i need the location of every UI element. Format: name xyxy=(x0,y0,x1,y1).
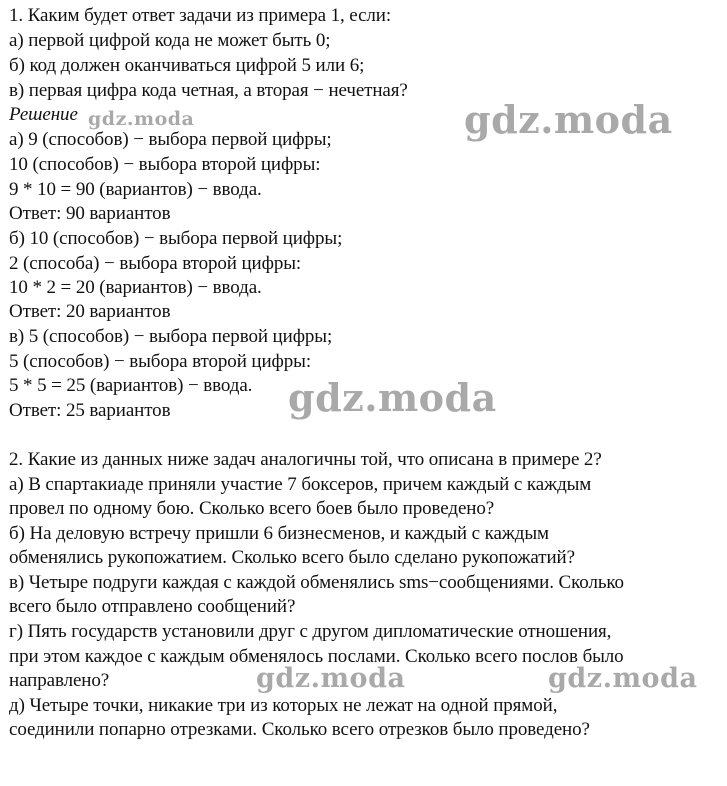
answer-result: Ответ: 25 вариантов xyxy=(9,400,171,421)
watermark: gdz.moda xyxy=(288,375,497,420)
task2-text-line: всего было отправлено сообщений? xyxy=(9,596,296,617)
task2-text-line: направлено? xyxy=(9,670,110,691)
task2-text-line: соединили попарно отрезками. Сколько всего отрезков было проведено? xyxy=(9,719,590,740)
answer-line: 9 * 10 = 90 (вариантов) − ввода. xyxy=(9,179,262,200)
task2-heading: 2. Какие из данных ниже задач аналогичны той, что описана в примере 2? xyxy=(9,449,602,470)
task2-text-line: в) Четыре подруги каждая с каждой обменялись sms−сообщениями. Сколько xyxy=(9,572,624,593)
task2-text-line: провел по одному бою. Сколько всего боев было проведено? xyxy=(9,498,495,519)
answer-line: 10 * 2 = 20 (вариантов) − ввода. xyxy=(9,277,262,298)
task1-condition-a: а) первой цифрой кода не может быть 0; xyxy=(9,30,331,51)
watermark: gdz.moda xyxy=(256,663,406,694)
answer-result: Ответ: 90 вариантов xyxy=(9,203,171,224)
answer-line: 2 (способа) − выбора второй цифры: xyxy=(9,253,302,274)
answer-line: 5 (способов) − выбора второй цифры: xyxy=(9,351,312,372)
watermark: gdz.moda xyxy=(464,97,673,142)
answer-result: Ответ: 20 вариантов xyxy=(9,301,171,322)
task2-text-line: г) Пять государств установили друг с другом дипломатические отношения, xyxy=(9,621,612,642)
watermark: gdz.moda xyxy=(548,663,698,694)
answer-line: 10 (способов) − выбора второй цифры: xyxy=(9,154,321,175)
task1-heading: 1. Каким будет ответ задачи из примера 1, если: xyxy=(9,5,392,26)
task2-text-line: обменялись рукопожатием. Сколько всего было сделано рукопожатий? xyxy=(9,547,575,568)
task2-text-line: при этом каждое с каждым обменялось послами. Сколько всего послов было xyxy=(9,646,624,667)
task1-condition-b: б) код должен оканчиваться цифрой 5 или 6; xyxy=(9,55,365,76)
answer-line: б) 10 (способов) − выбора первой цифры; xyxy=(9,228,343,249)
task1-condition-c: в) первая цифра кода четная, а вторая − нечетная? xyxy=(9,80,408,101)
solution-label: Решение xyxy=(9,104,78,125)
watermark: gdz.moda xyxy=(88,108,195,130)
task2-text-line: д) Четыре точки, никакие три из которых не лежат на одной прямой, xyxy=(9,695,558,716)
answer-line: а) 9 (способов) − выбора первой цифры; xyxy=(9,129,332,150)
task2-text-line: б) На деловую встречу пришли 6 бизнесменов, и каждый с каждым xyxy=(9,523,549,544)
answer-line: 5 * 5 = 25 (вариантов) − ввода. xyxy=(9,375,253,396)
answer-line: в) 5 (способов) − выбора первой цифры; xyxy=(9,326,333,347)
task2-text-line: а) В спартакиаде приняли участие 7 боксеров, причем каждый с каждым xyxy=(9,474,592,495)
